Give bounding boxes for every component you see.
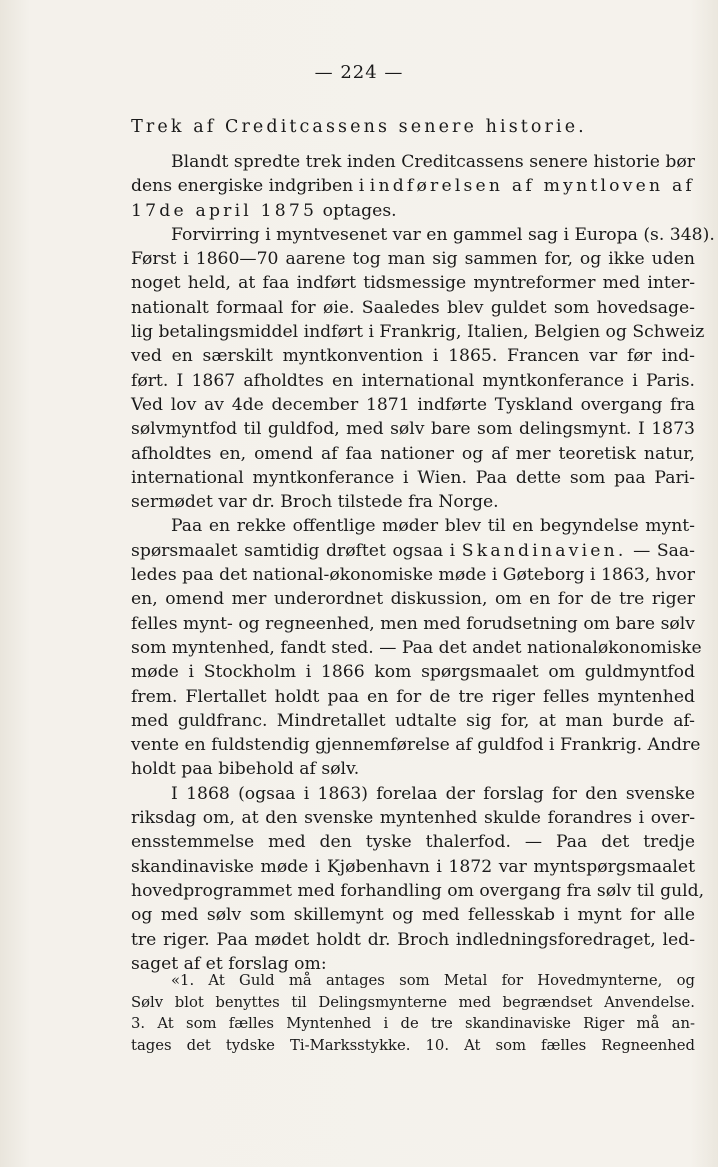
- section-heading: Trek af Creditcassens senere historie.: [131, 117, 587, 137]
- paragraph-2-line-9: sølvmyntfod til guldfod, med sølv bare som delingsmynt. I 1873: [131, 419, 695, 440]
- paragraph-2-line-2: Først i 1860—70 aarene tog man sig sammen for, og ikke uden: [131, 249, 695, 270]
- paragraph-4-line-7: tre riger. Paa mødet holdt dr. Broch indledningsforedraget, led-: [131, 929, 695, 950]
- paragraph-1-line-1: Blandt spredte trek inden Creditcassens senere historie bør: [171, 152, 695, 172]
- paragraph-2-line-11: international myntkonferance i Wien. Paa dette som paa Pari-: [131, 467, 695, 488]
- paragraph-3-line-9: med guldfranc. Mindretallet udtalte sig for, at man burde af-: [131, 710, 695, 731]
- paragraph-3-line-6: som myntenhed, fandt sted. — Paa det andet nationaløkonomiske: [131, 637, 702, 658]
- paragraph-1-line-2: dens energiske indgriben i indførelsen af myntloven af: [131, 176, 695, 197]
- footnote-line-1: «1. At Guld må antages som Metal for Hovedmynterne, og: [171, 972, 695, 989]
- paragraph-3-line-3: ledes paa det national-økonomiske møde i Gøteborg i 1863, hvor: [131, 565, 695, 586]
- footnote-line-3: 3. At som fælles Myntenhed i de tre skandinaviske Riger må an-: [131, 1015, 695, 1032]
- paragraph-2-line-7: ført. I 1867 afholdtes en international myntkonferance i Paris.: [131, 370, 695, 391]
- footnote-line-2: Sølv blot benyttes til Delingsmynterne med begrændset Anvendelse.: [131, 993, 695, 1011]
- paragraph-2-line-6: ved en særskilt myntkonvention i 1865. Francen var før ind-: [131, 346, 695, 367]
- paragraph-2-line-4: nationalt formaal for øie. Saaledes blev guldet som hovedsage-: [131, 297, 695, 318]
- paragraph-3-line-7: møde i Stockholm i 1866 kom spørgsmaalet om guldmyntfod: [131, 662, 695, 683]
- paragraph-2-line-5: lig betalingsmiddel indført i Frankrig, Italien, Belgien og Schweiz: [131, 322, 705, 343]
- paragraph-3-line-5: felles mynt- og regneenhed, men med forudsetning om bare sølv: [131, 613, 695, 634]
- paragraph-2-line-1: Forvirring i myntvesenet var en gammel sag i Europa (s. 348).: [171, 224, 715, 245]
- paragraph-4-line-3: ensstemmelse med den tyske thalerfod. — Paa det tredje: [131, 832, 695, 853]
- paragraph-4-line-6: og med sølv som skillemynt og med fellesskab i mynt for alle: [131, 905, 695, 926]
- paragraph-3-line-4: en, omend mer underordnet diskussion, om en for de tre riger: [131, 589, 695, 610]
- spaced-term: Skandinavien.: [461, 540, 627, 561]
- footnote-line-4: tages det tydske Ti-Marksstykke. 10. At som fælles Regneenhed: [131, 1036, 695, 1054]
- paragraph-3-line-11: holdt paa bibehold af sølv.: [131, 759, 360, 780]
- paragraph-4-line-5: hovedprogrammet med forhandling om overgang fra sølv til guld,: [131, 880, 705, 901]
- paragraph-3-line-2: spørsmaalet samtidig drøftet ogsaa i Skandinavien. — Saa-: [131, 540, 695, 561]
- paragraph-4-line-1: I 1868 (ogsaa i 1863) forelaa der forslag for den svenske: [171, 783, 695, 804]
- page-number: — 224 —: [314, 62, 404, 83]
- spaced-term: indførelsen af myntloven af: [369, 176, 695, 197]
- footnote-block: [131, 970, 695, 1056]
- paragraph-4-line-2: riksdag om, at den svenske myntenhed skulde forandres i over-: [131, 808, 695, 829]
- paragraph-2-line-8: Ved lov av 4de december 1871 indførte Tyskland overgang fra: [131, 394, 695, 415]
- paragraph-3-line-8: frem. Flertallet holdt paa en for de tre riger felles myntenhed: [131, 686, 695, 707]
- paragraph-4-line-4: skandinaviske møde i Kjøbenhavn i 1872 var myntspørgsmaalet: [131, 856, 695, 877]
- paragraph-1-line-3: 17de april 1875 optages.: [131, 200, 397, 221]
- paragraph-2-line-12: sermødet var dr. Broch tilstede fra Norge.: [131, 492, 499, 513]
- paragraph-4-line-8: saget af et forslag om:: [131, 953, 327, 974]
- paragraph-3-line-1: Paa en rekke offentlige møder blev til en begyndelse mynt-: [171, 516, 695, 537]
- paragraph-2-line-3: noget held, at faa indført tidsmessige myntreformer med inter-: [131, 273, 695, 294]
- body-text: [131, 150, 715, 976]
- paragraph-3-line-10: vente en fuldstendig gjennemførelse af guldfod i Frankrig. Andre: [131, 735, 701, 756]
- paragraph-2-line-10: afholdtes en, omend af faa nationer og af mer teoretisk natur,: [131, 443, 695, 464]
- spaced-date: 17de april 1875: [131, 200, 318, 221]
